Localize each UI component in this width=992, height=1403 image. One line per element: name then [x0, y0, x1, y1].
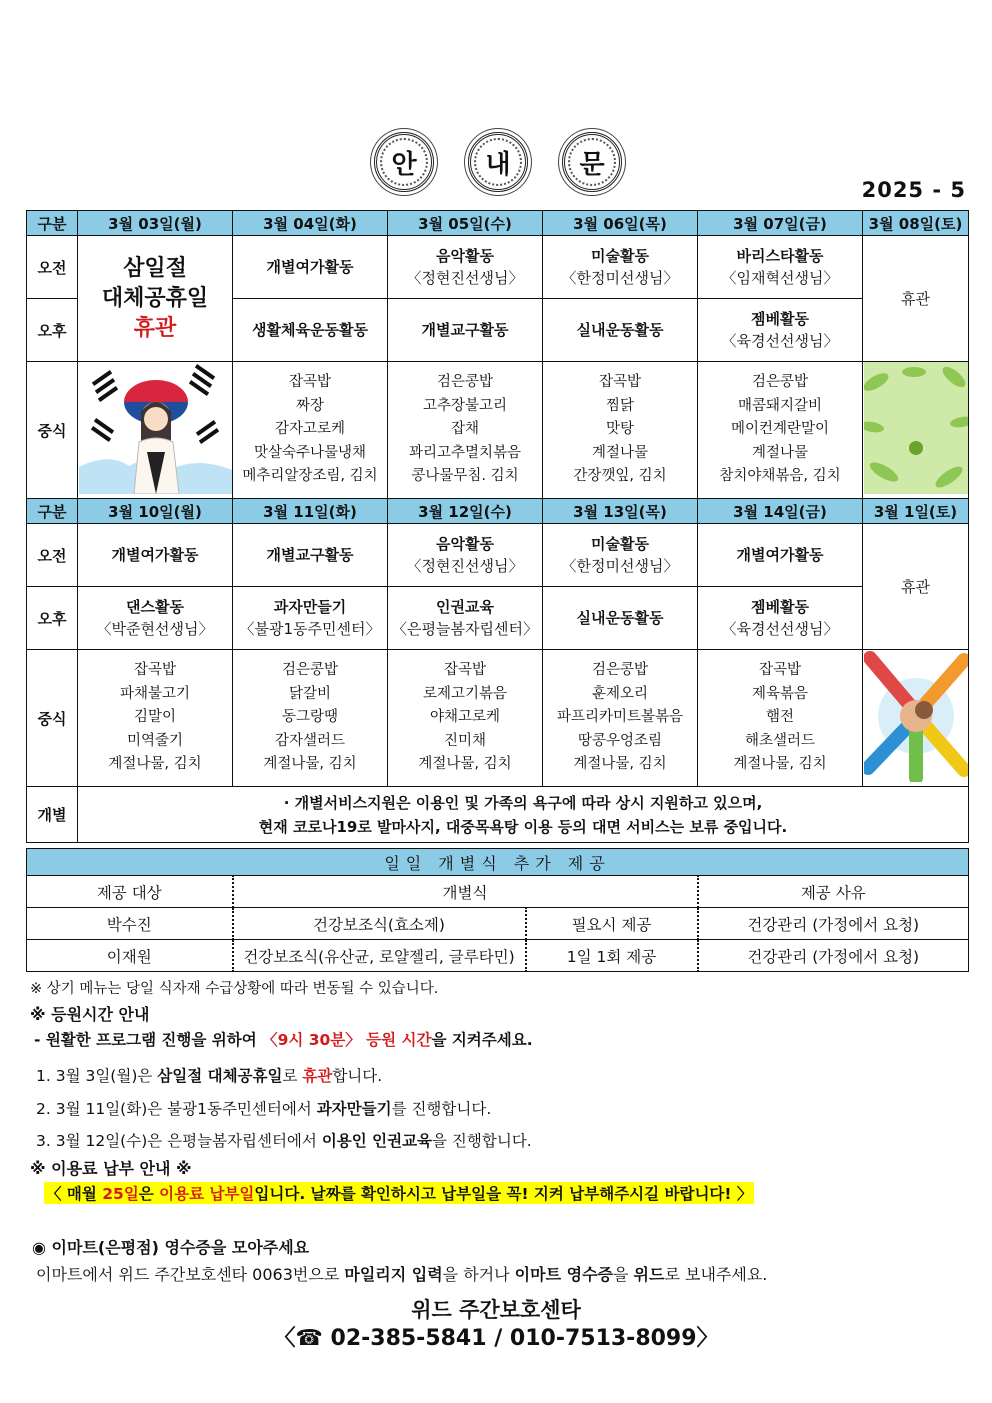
menu-note: ※ 상기 메뉴는 당일 식자재 수급상황에 따라 변동될 수 있습니다.	[30, 981, 439, 997]
notice-text: 을 진행합니다.	[432, 1132, 532, 1150]
column-header: 개별식	[233, 876, 698, 908]
menu-item: 잡곡밥	[288, 374, 332, 391]
hands-illustration	[863, 650, 969, 787]
activity-cell	[233, 524, 388, 587]
center-phone: 〈☎ 02-385-5841 / 010-7513-8099〉	[273, 1326, 719, 1351]
column-header: 제공 사유	[698, 876, 969, 908]
receipt-bold: 마일리지 입력	[344, 1265, 443, 1284]
activity-title: 개별교구활동	[266, 546, 354, 564]
week2-day: 3월 14일(금)	[698, 499, 863, 524]
menu-item: 미역줄기	[126, 732, 184, 749]
week1-day: 3월 04일(화)	[233, 211, 388, 236]
fee-note	[44, 1182, 754, 1204]
activity-cell	[78, 524, 233, 587]
row-label-am: 오전	[27, 236, 78, 299]
activity-cell	[388, 587, 543, 650]
activity-teacher: 〈불광1동주민센터〉	[239, 620, 381, 638]
activity-title: 바리스타활동	[736, 247, 824, 265]
week2-am-row	[27, 524, 969, 587]
week1-header-row	[27, 211, 969, 236]
menu-item: 검은콩밥	[751, 374, 809, 391]
menu-item: 잡곡밥	[133, 662, 177, 679]
menu-item: 로제고기볶음	[422, 685, 508, 702]
leaves-icon	[864, 362, 968, 494]
table-cell: 필요시 제공	[526, 908, 698, 940]
table-cell: 건강보조식(유산균, 로얄젤리, 글루타민)	[233, 940, 526, 972]
activity-cell	[543, 299, 698, 362]
activity-title: 개별여가활동	[736, 546, 824, 564]
activity-teacher: 〈임재혁선생님〉	[721, 269, 839, 287]
activity-title: 개별교구활동	[421, 321, 509, 339]
individual-note	[78, 787, 969, 843]
activity-cell	[233, 236, 388, 299]
activity-title: 음악활동	[436, 247, 494, 265]
activity-teacher: 〈정현진선생님〉	[406, 557, 524, 575]
activity-cell	[388, 236, 543, 299]
korean-flag-illustration	[78, 362, 233, 499]
notice-bold: 이용인 인권교육	[321, 1132, 433, 1150]
lunch-cell	[543, 362, 698, 499]
lunch-cell	[233, 650, 388, 787]
fee-date: 25일	[102, 1185, 139, 1203]
activity-teacher: 〈육경선선생님〉	[721, 332, 839, 350]
menu-item: 해초샐러드	[744, 732, 816, 749]
menu-item: 계절나물, 김치	[573, 756, 667, 773]
extra-meal-header	[27, 876, 969, 908]
activity-cell	[698, 236, 863, 299]
activity-cell	[78, 587, 233, 650]
week1-day: 3월 06일(목)	[543, 211, 698, 236]
activity-title: 과자만들기	[273, 598, 347, 616]
activity-title: 젬베활동	[751, 310, 809, 328]
lunch-cell	[388, 650, 543, 787]
menu-item: 진미채	[443, 732, 487, 749]
extra-meal-table	[26, 848, 969, 972]
menu-item: 햄전	[765, 709, 794, 726]
menu-item: 참치야채볶음, 김치	[719, 468, 841, 485]
individual-note-line2: 현재 코로나19로 발마사지, 대중목욕탕 이용 등의 대면 서비스는 보류 중입니다.	[258, 817, 788, 836]
notice-bold: 삼일절 대체공휴일	[157, 1067, 283, 1085]
fee-text: 은	[138, 1185, 160, 1203]
holiday-line1: 삼일절	[123, 255, 187, 281]
leaves-illustration	[863, 362, 969, 499]
menu-item: 김말이	[133, 709, 177, 726]
activity-title: 인권교육	[436, 598, 494, 616]
receipt-note	[36, 1262, 767, 1285]
activity-cell	[698, 587, 863, 650]
menu-item: 잡곡밥	[443, 662, 487, 679]
menu-item: 잡채	[450, 421, 479, 438]
individual-row	[27, 787, 969, 843]
activity-title: 미술활동	[591, 247, 649, 265]
week1-day: 3월 07일(금)	[698, 211, 863, 236]
activity-title: 미술활동	[591, 535, 649, 553]
table-cell: 이재원	[27, 940, 233, 972]
title-char-1: 안	[374, 132, 434, 192]
row-label-pm: 오후	[27, 587, 78, 650]
menu-item: 검은콩밥	[591, 662, 649, 679]
table-cell: 건강관리 (가정에서 요청)	[698, 908, 969, 940]
menu-item: 찜닭	[605, 397, 634, 414]
receipt-title: ◉ 이마트(은평점) 영수증을 모아주세요	[32, 1238, 310, 1257]
receipt-text: 을 하거나	[442, 1265, 515, 1284]
menu-item: 매콤돼지갈비	[737, 397, 823, 414]
center-name: 위드 주간보호센타	[411, 1298, 581, 1322]
notice-red: 휴관	[302, 1067, 333, 1085]
receipt-text: 이마트에서 위드 주간보호센타 0063번으로	[36, 1265, 345, 1284]
activity-title: 개별여가활동	[266, 258, 354, 276]
week1-day: 3월 05일(수)	[388, 211, 543, 236]
title-char-2: 내	[468, 132, 528, 192]
closed-cell: 휴관	[863, 236, 969, 362]
menu-item: 파프리카미트볼볶음	[556, 709, 684, 726]
menu-item: 파채불고기	[119, 685, 191, 702]
activity-cell	[543, 524, 698, 587]
menu-item: 계절나물, 김치	[418, 756, 512, 773]
activity-cell	[543, 587, 698, 650]
row-label-individual: 개별	[27, 787, 78, 843]
activity-cell	[698, 524, 863, 587]
activity-title: 실내운동활동	[576, 609, 664, 627]
page-title	[370, 128, 630, 194]
week2-header-row	[27, 499, 969, 524]
lunch-cell	[698, 650, 863, 787]
menu-item: 간장깻잎, 김치	[573, 468, 667, 485]
table-cell: 건강관리 (가정에서 요청)	[698, 940, 969, 972]
notice-bold: 과자만들기	[316, 1100, 392, 1118]
fee-text: 〈 매월	[46, 1185, 103, 1203]
closed-cell: 휴관	[863, 524, 969, 650]
menu-item: 고추장불고리	[422, 397, 508, 414]
menu-item: 감자고로케	[274, 421, 346, 438]
lunch-cell	[698, 362, 863, 499]
table-row	[27, 908, 969, 940]
fee-day: 이용료 납부일	[159, 1185, 255, 1203]
activity-title: 실내운동활동	[576, 321, 664, 339]
menu-item: 훈제오리	[591, 685, 649, 702]
menu-item: 계절나물, 김치	[263, 756, 357, 773]
row-label-pm: 오후	[27, 299, 78, 362]
activity-title: 음악활동	[436, 535, 494, 553]
lunch-cell	[543, 650, 698, 787]
receipt-bold: 위드	[633, 1265, 665, 1284]
week2-day: 3월 1일(토)	[863, 499, 969, 524]
menu-item: 콩나물무침. 김치	[411, 468, 519, 485]
menu-item: 짜장	[295, 397, 324, 414]
notice-item-1	[36, 1064, 382, 1086]
activity-teacher: 〈정현진선생님〉	[406, 269, 524, 287]
week2-day: 3월 10일(월)	[78, 499, 233, 524]
receipt-text: 을	[612, 1265, 634, 1284]
notice-item-2	[36, 1097, 491, 1119]
lunch-cell	[233, 362, 388, 499]
menu-item: 메이컨계란말이	[730, 421, 830, 438]
week1-day: 3월 08일(토)	[863, 211, 969, 236]
notice-item-3	[36, 1129, 532, 1151]
row-label-am: 오전	[27, 524, 78, 587]
week1-lunch-row	[27, 362, 969, 499]
activity-teacher: 〈한정미선생님〉	[561, 269, 679, 287]
korean-flag-icon	[79, 362, 232, 494]
row-label-lunch: 중식	[27, 362, 78, 499]
column-header: 제공 대상	[27, 876, 233, 908]
activity-teacher: 〈박준현선생님〉	[96, 620, 214, 638]
activity-title: 댄스활동	[126, 598, 184, 616]
arrival-text: - 원활한 프로그램 진행을 위하여	[34, 1031, 263, 1049]
menu-item: 검은콩밥	[436, 374, 494, 391]
week1-day: 3월 03일(월)	[78, 211, 233, 236]
fee-title: ※ 이용료 납부 안내 ※	[30, 1159, 192, 1178]
menu-item: 닭갈비	[288, 685, 332, 702]
notice-text: 합니다.	[332, 1067, 383, 1085]
activity-teacher: 〈한정미선생님〉	[561, 557, 679, 575]
week2-day: 3월 12일(수)	[388, 499, 543, 524]
holiday-line2: 대체공휴일	[101, 285, 209, 311]
menu-item: 계절나물	[591, 444, 649, 461]
menu-item: 메추리알장조림, 김치	[242, 468, 378, 485]
week2-pm-row	[27, 587, 969, 650]
receipt-bold: 이마트 영수증	[514, 1265, 613, 1284]
menu-item: 꽈리고추멸치볶음	[408, 444, 522, 461]
arrival-note	[34, 1028, 533, 1050]
activity-title: 젬베활동	[751, 598, 809, 616]
table-cell: 박수진	[27, 908, 233, 940]
notice-text: 를 진행합니다.	[391, 1100, 492, 1118]
arrival-text-end: 을 지켜주세요.	[431, 1031, 533, 1049]
menu-item: 야채고로케	[429, 709, 501, 726]
activity-cell	[233, 299, 388, 362]
notice-text: 2. 3월 11일(화)은 불광1동주민센터에서	[36, 1100, 317, 1118]
notice-text: 로	[282, 1067, 303, 1085]
week2-lunch-row	[27, 650, 969, 787]
row-label-lunch: 중식	[27, 650, 78, 787]
title-char-3: 문	[562, 132, 622, 192]
activity-cell	[388, 524, 543, 587]
extra-meal-banner	[27, 849, 969, 876]
activity-cell	[388, 299, 543, 362]
extra-meal-title: 일일 개별식 추가 제공	[27, 849, 969, 876]
menu-item: 동그랑땡	[281, 709, 339, 726]
menu-item: 잡곡밥	[598, 374, 642, 391]
activity-teacher: 〈육경선선생님〉	[721, 620, 839, 638]
notice-text: 3. 3월 12일(수)은 은평늘봄자립센터에서	[36, 1132, 322, 1150]
table-row	[27, 940, 969, 972]
arrival-time: 〈9시 30분〉 등원 시간	[262, 1031, 432, 1049]
header-label: 구분	[27, 499, 78, 524]
activity-title: 생활체육운동활동	[252, 321, 368, 339]
activity-cell	[233, 587, 388, 650]
activity-teacher: 〈은평늘봄자립센터〉	[392, 620, 538, 638]
individual-note-line1: · 개별서비스지원은 이용인 및 가족의 욕구에 따라 상시 지원하고 있으며,	[283, 793, 763, 812]
menu-item: 잡곡밥	[758, 662, 802, 679]
lunch-cell	[388, 362, 543, 499]
fee-text: 입니다. 날짜를 확인하시고 납부일을 꼭! 지켜 납부해주시길 바랍니다! 〉	[254, 1185, 753, 1203]
hands-together-icon	[864, 650, 968, 782]
activity-cell	[543, 236, 698, 299]
week2-day: 3월 13일(목)	[543, 499, 698, 524]
menu-item: 감자샐러드	[274, 732, 346, 749]
header-label: 구분	[27, 211, 78, 236]
holiday-cell	[78, 236, 233, 362]
week2-day: 3월 11일(화)	[233, 499, 388, 524]
activity-cell	[698, 299, 863, 362]
menu-item: 계절나물, 김치	[733, 756, 827, 773]
menu-item: 검은콩밥	[281, 662, 339, 679]
receipt-text: 로 보내주세요.	[664, 1265, 768, 1284]
holiday-line3: 휴관	[133, 315, 177, 341]
menu-item: 맛탕	[605, 421, 634, 438]
menu-item: 제육볶음	[751, 685, 809, 702]
table-cell: 1일 1회 제공	[526, 940, 698, 972]
menu-item: 계절나물	[751, 444, 809, 461]
schedule-table	[26, 210, 969, 843]
notice-text: 1. 3월 3일(월)은	[36, 1067, 158, 1085]
year-label: 2025 - 5	[861, 178, 966, 202]
activity-title: 개별여가활동	[111, 546, 199, 564]
menu-item: 계절나물, 김치	[108, 756, 202, 773]
menu-item: 땅콩우엉조림	[577, 732, 663, 749]
lunch-cell	[78, 650, 233, 787]
table-cell: 건강보조식(효소제)	[233, 908, 526, 940]
menu-item: 맛살숙주나물냉채	[253, 444, 367, 461]
arrival-title: ※ 등원시간 안내	[30, 1005, 150, 1024]
week1-am-row	[27, 236, 969, 299]
